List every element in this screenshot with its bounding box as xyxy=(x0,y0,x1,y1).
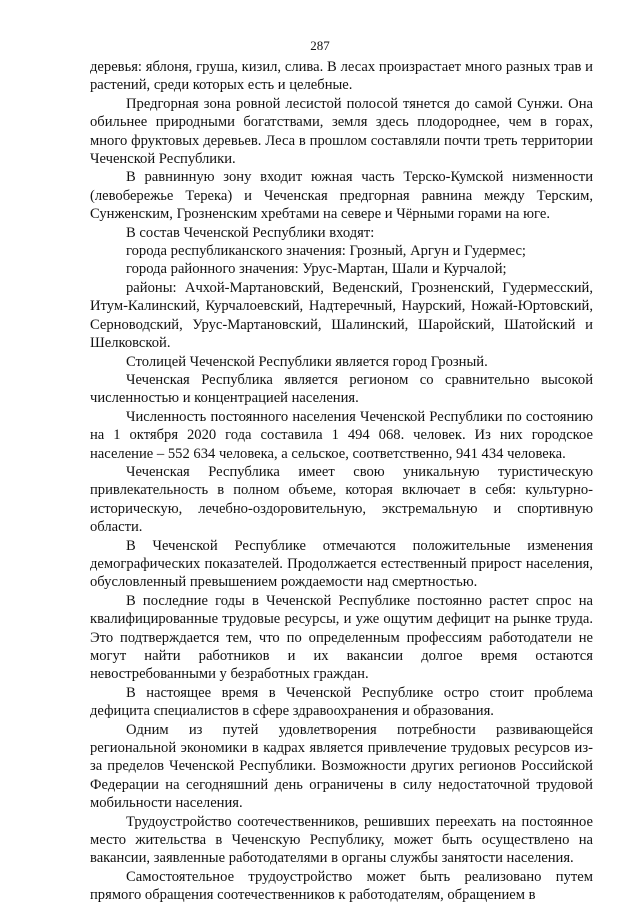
paragraph-9: Чеченская Республика является регионом со сравнительно высокой численностью и концентрацией населения. xyxy=(90,371,593,407)
paragraph-13: В последние годы в Чеченской Республике постоянно растет спрос на квалифицированные трудовые ресурсы, и уже ощутим дефицит на рынке труда. Это подтверждается тем, что по определенным профессиям работодатели не могут найти работников и их вакансии долгое время остаются невостребованными у безработных граждан. xyxy=(90,592,593,683)
paragraph-10: Численность постоянного населения Чеченской Республики по состоянию на 1 октября 2020 года составила 1 494 068. человек. Из них городское население – 552 634 человека, а сельское, соответственно, 941 434 человека. xyxy=(90,408,593,462)
paragraph-7: районы: Ачхой-Мартановский, Веденский, Грозненский, Гудермесский, Итум-Калинский, Курчалоевский, Надтеречный, Наурский, Ножай-Юртовский, Серноводский, Урус-Мартановский, Шалинский, Шаройский, Шатойский и Шелковской. xyxy=(90,279,593,352)
paragraph-12: В Чеченской Республике отмечаются положительные изменения демографических показателей. Продолжается естественный прирост населения, обусловленный превышением рождаемости над смертностью. xyxy=(90,537,593,591)
paragraph-8: Столицей Чеченской Республики является город Грозный. xyxy=(126,353,488,370)
paragraph-6: города районного значения: Урус-Мартан, Шали и Курчалой; xyxy=(126,261,507,278)
paragraph-11: Чеченская Республика имеет свою уникальную туристическую привлекательность в полном объеме, которая включает в себя: культурно-историческую, лечебно-оздоровительную, экстремальную и спортивную области. xyxy=(90,463,593,536)
document-body xyxy=(90,58,593,905)
paragraph-17: Самостоятельное трудоустройство может быть реализовано путем прямого обращения соотечественников к работодателям, обращением в xyxy=(90,868,593,904)
paragraph-16: Трудоустройство соотечественников, решивших переехать на постоянное место жительства в Чеченскую Республику, может быть осуществлено на вакансии, заявленные работодателями в органы службы занятости населения. xyxy=(90,813,593,867)
page-number: 287 xyxy=(310,38,330,53)
paragraph-2: Предгорная зона ровной лесистой полосой тянется до самой Сунжи. Она обильнее природными богатствами, земля здесь плодороднее, чем в горах, много фруктовых деревьев. Леса в прошлом составляли почти треть территории Чеченской Республики. xyxy=(90,95,593,168)
paragraph-3: В равнинную зону входит южная часть Терско-Кумской низменности (левобережье Терека) и Чеченская предгорная равнина между Терским, Сунженским, Грозненским хребтами на севере и Чёрными горами на юге. xyxy=(90,169,593,223)
paragraph-15: Одним из путей удовлетворения потребности развивающейся региональной экономики в кадрах является привлечение трудовых ресурсов из-за пределов Чеченской Республики. Возможности других регионов Российской Федерации на сегодняшний день ограничены в силу недостаточной трудовой мобильности населения. xyxy=(90,721,593,812)
paragraph-14: В настоящее время в Чеченской Республике остро стоит проблема дефицита специалистов в сфере здравоохранения и образования. xyxy=(90,684,593,720)
paragraph-5: города республиканского значения: Грозный, Аргун и Гудермес; xyxy=(126,243,526,260)
paragraph-1: деревья: яблоня, груша, кизил, слива. В лесах произрастает много разных трав и растений, среди которых есть и целебные. xyxy=(90,59,593,94)
paragraph-4: В состав Чеченской Республики входят: xyxy=(126,224,375,241)
